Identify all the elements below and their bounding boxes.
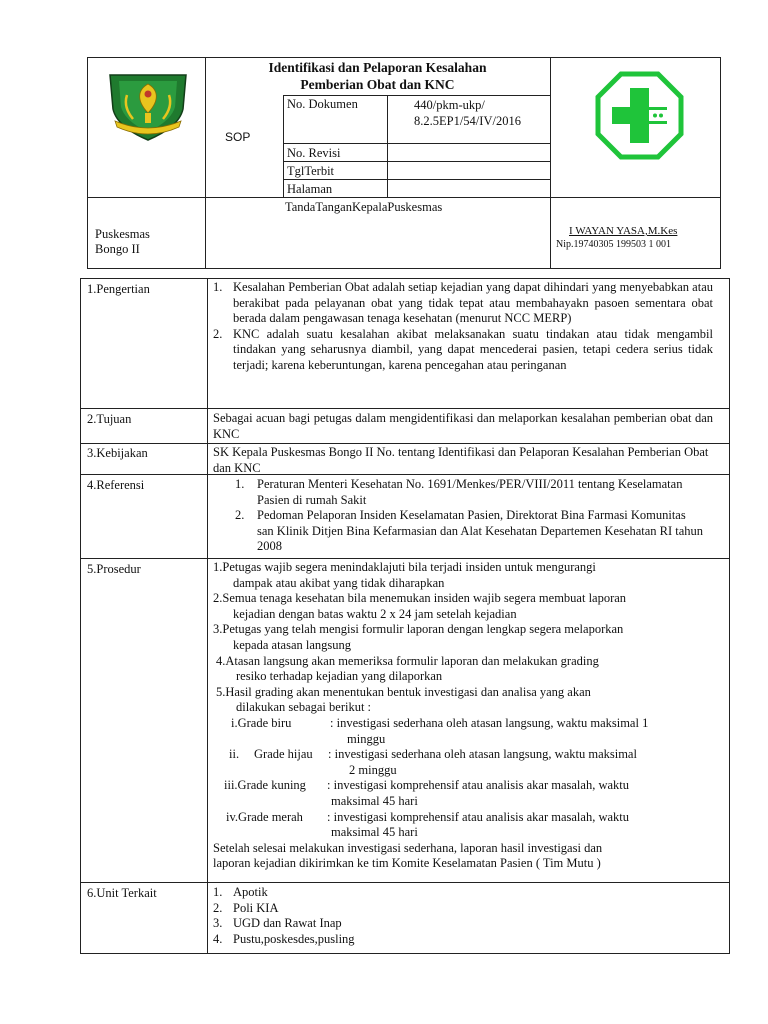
row-divider [80,408,730,409]
grade-item [213,778,718,809]
grade-name: iii.Grade kuning [224,778,306,793]
list-item [235,508,705,555]
sop-label: SOP [225,130,251,144]
pengertian-content [213,280,713,373]
procedure-step [213,622,718,653]
grade-number: ii. [229,747,240,762]
list-item [213,932,713,948]
procedure-step [213,654,718,685]
list-text: KNC adalah suatu kesalahan akibat melaksanakan suatu tindakan atau tidak mengambil tindakan yang seharusnya diambil, yang dapat mencederai pasien, tetapi cedera serius tidak terjadi; karena keberuntungan, karena pencegahan atau peringanan [233,326,713,372]
list-item [213,280,713,327]
unit-terkait-content [213,885,713,947]
grade-description: : investigasi sederhana oleh atasan langsung, waktu maksimal [328,747,637,762]
list-number: 1. [213,280,223,294]
procedure-closing-line: laporan kejadian dikirimkan ke tim Komite Keselamatan Pasien ( Tim Mutu ) [213,856,601,871]
list-item [213,901,713,917]
document-number-label: No. Dokumen [287,97,358,111]
list-text: Peraturan Menteri Kesehatan No. 1691/Menkes/PER/VIII/2011 tentang Keselamatan Pasien di rumah Sakit [257,477,683,507]
grade-item [213,810,718,841]
procedure-step [213,560,718,591]
procedure-step-line: 2.Semua tenaga kesehatan bila menemukan insiden wajib segera membuat laporan [213,591,627,606]
signature-label: TandaTanganKepalaPuskesmas [285,200,443,214]
procedure-step-line: kejadian dengan batas waktu 2 x 24 jam setelah kejadian [233,606,517,621]
health-cross-logo [594,70,685,161]
header-divider [283,179,551,180]
procedure-step-line: dilakukan sebagai berikut : [236,700,372,715]
document-title-line-1: Identifikasi dan Pelaporan Kesalahan [268,60,487,75]
section-label-referensi: 4.Referensi [87,478,145,492]
sop-content-table [80,278,730,954]
procedure-step-line: resiko terhadap kejadian yang dilaporkan [236,669,443,684]
column-divider [207,278,208,954]
procedure-step [213,685,718,716]
list-text: Poli KIA [233,900,279,915]
sop-header-table [87,57,721,269]
list-item [213,916,713,932]
section-label-pengertian: 1.Pengertian [87,282,150,296]
header-divider [87,197,721,198]
row-divider [80,558,730,559]
list-item [213,327,713,374]
list-item [235,477,705,508]
section-label-unit-terkait: 6.Unit Terkait [87,886,157,900]
list-number: 2. [235,508,245,522]
list-number: 4. [213,931,223,946]
row-divider [80,443,730,444]
row-divider [80,882,730,883]
grade-description: : investigasi sederhana oleh atasan langsung, waktu maksimal 1 [330,715,649,730]
header-divider [283,143,551,144]
grade-description-continued: maksimal 45 hari [331,793,418,808]
grade-description-continued: 2 minggu [349,762,397,777]
facility-name-line-1: Puskesmas [95,227,150,241]
list-number: 1. [235,477,245,491]
kebijakan-content: SK Kepala Puskesmas Bongo II No. tentang Identifikasi dan Pelaporan Kesalahan Pemberian Obat dan KNC [213,445,709,475]
grade-name: i.Grade biru [231,715,292,730]
list-text: Apotik [233,885,268,899]
grade-name: Grade hijau [254,747,313,762]
list-text: Kesalahan Pemberian Obat adalah setiap kejadian yang dapat dihindari yang menyebabkan atau berakibat pada pelayanan obat yang tidak tepat atau membahayakn pasoen sementara obat berada dalam pengawasan tenaga kesehatan (menurut NCC MERP) [233,280,713,325]
referensi-content [235,477,705,555]
grade-description: : investigasi komprehensif atau analisis akar masalah, waktu [327,778,629,793]
list-number: 2. [213,326,223,341]
list-number: 2. [213,900,223,915]
prosedur-content [213,560,718,872]
revision-label: No. Revisi [287,146,341,160]
page-count-label: Halaman [287,182,333,196]
list-text: Pedoman Pelaporan Insiden Keselamatan Pasien, Direktorat Bina Farmasi Komunitas san Klinik Ditjen Bina Kefarmasian dan Alat Kesehatan Departemen Kesehatan RI tahun 2008 [257,508,704,553]
procedure-step-line: 4.Atasan langsung akan memeriksa formulir laporan dan melakukan grading [216,653,599,668]
procedure-step-line: 3.Petugas yang telah mengisi formulir laporan dengan lengkap segera melaporkan [213,622,624,637]
grade-description-continued: maksimal 45 hari [331,825,418,840]
procedure-closing-line: Setelah selesai melakukan investigasi sederhana, laporan hasil investigasi dan [213,840,603,855]
procedure-step-line: dampak atau akibat yang tidak diharapkan [233,575,445,590]
document-number-value-1: 440/pkm-ukp/ [414,98,485,112]
list-number: 1. [213,885,223,899]
section-label-tujuan: 2.Tujuan [87,412,132,426]
procedure-step [213,591,718,622]
grade-item [213,716,718,747]
section-label-prosedur: 5.Prosedur [87,562,141,576]
list-number: 3. [213,916,223,930]
list-item [213,885,713,901]
facility-name-line-2: Bongo II [95,242,140,256]
head-of-puskesmas-nip: Nip.19740305 199503 1 001 [556,239,671,250]
list-text: Pustu,poskesdes,pusling [233,931,355,946]
grade-item [213,747,718,778]
grade-description-continued: minggu [347,731,386,746]
section-label-kebijakan: 3.Kebijakan [87,446,148,460]
document-title-line-2: Pemberian Obat dan KNC [300,77,455,92]
procedure-step-line: 5.Hasil grading akan menentukan bentuk investigasi dan analisa yang akan [216,684,591,699]
procedure-step-line: kepada atasan langsung [233,637,352,652]
procedure-step-line: 1.Petugas wajib segera menindaklajuti bila terjadi insiden untuk mengurangi [213,560,596,574]
tujuan-content: Sebagai acuan bagi petugas dalam mengidentifikasi dan melaporkan kesalahan pemberian obat dan KNC [213,411,713,441]
issue-date-label: TglTerbit [287,164,335,178]
list-text: UGD dan Rawat Inap [233,916,342,930]
header-divider [283,161,551,162]
document-number-value-2: 8.2.5EP1/54/IV/2016 [414,114,521,128]
header-divider [387,95,388,197]
regency-seal-logo [105,69,191,143]
header-divider [550,57,551,269]
grade-description: : investigasi komprehensif atau analisis akar masalah, waktu [327,809,629,824]
head-of-puskesmas-name: I WAYAN YASA,M.Kes [569,225,678,237]
grade-name: iv.Grade merah [226,809,303,824]
header-divider [283,95,284,197]
